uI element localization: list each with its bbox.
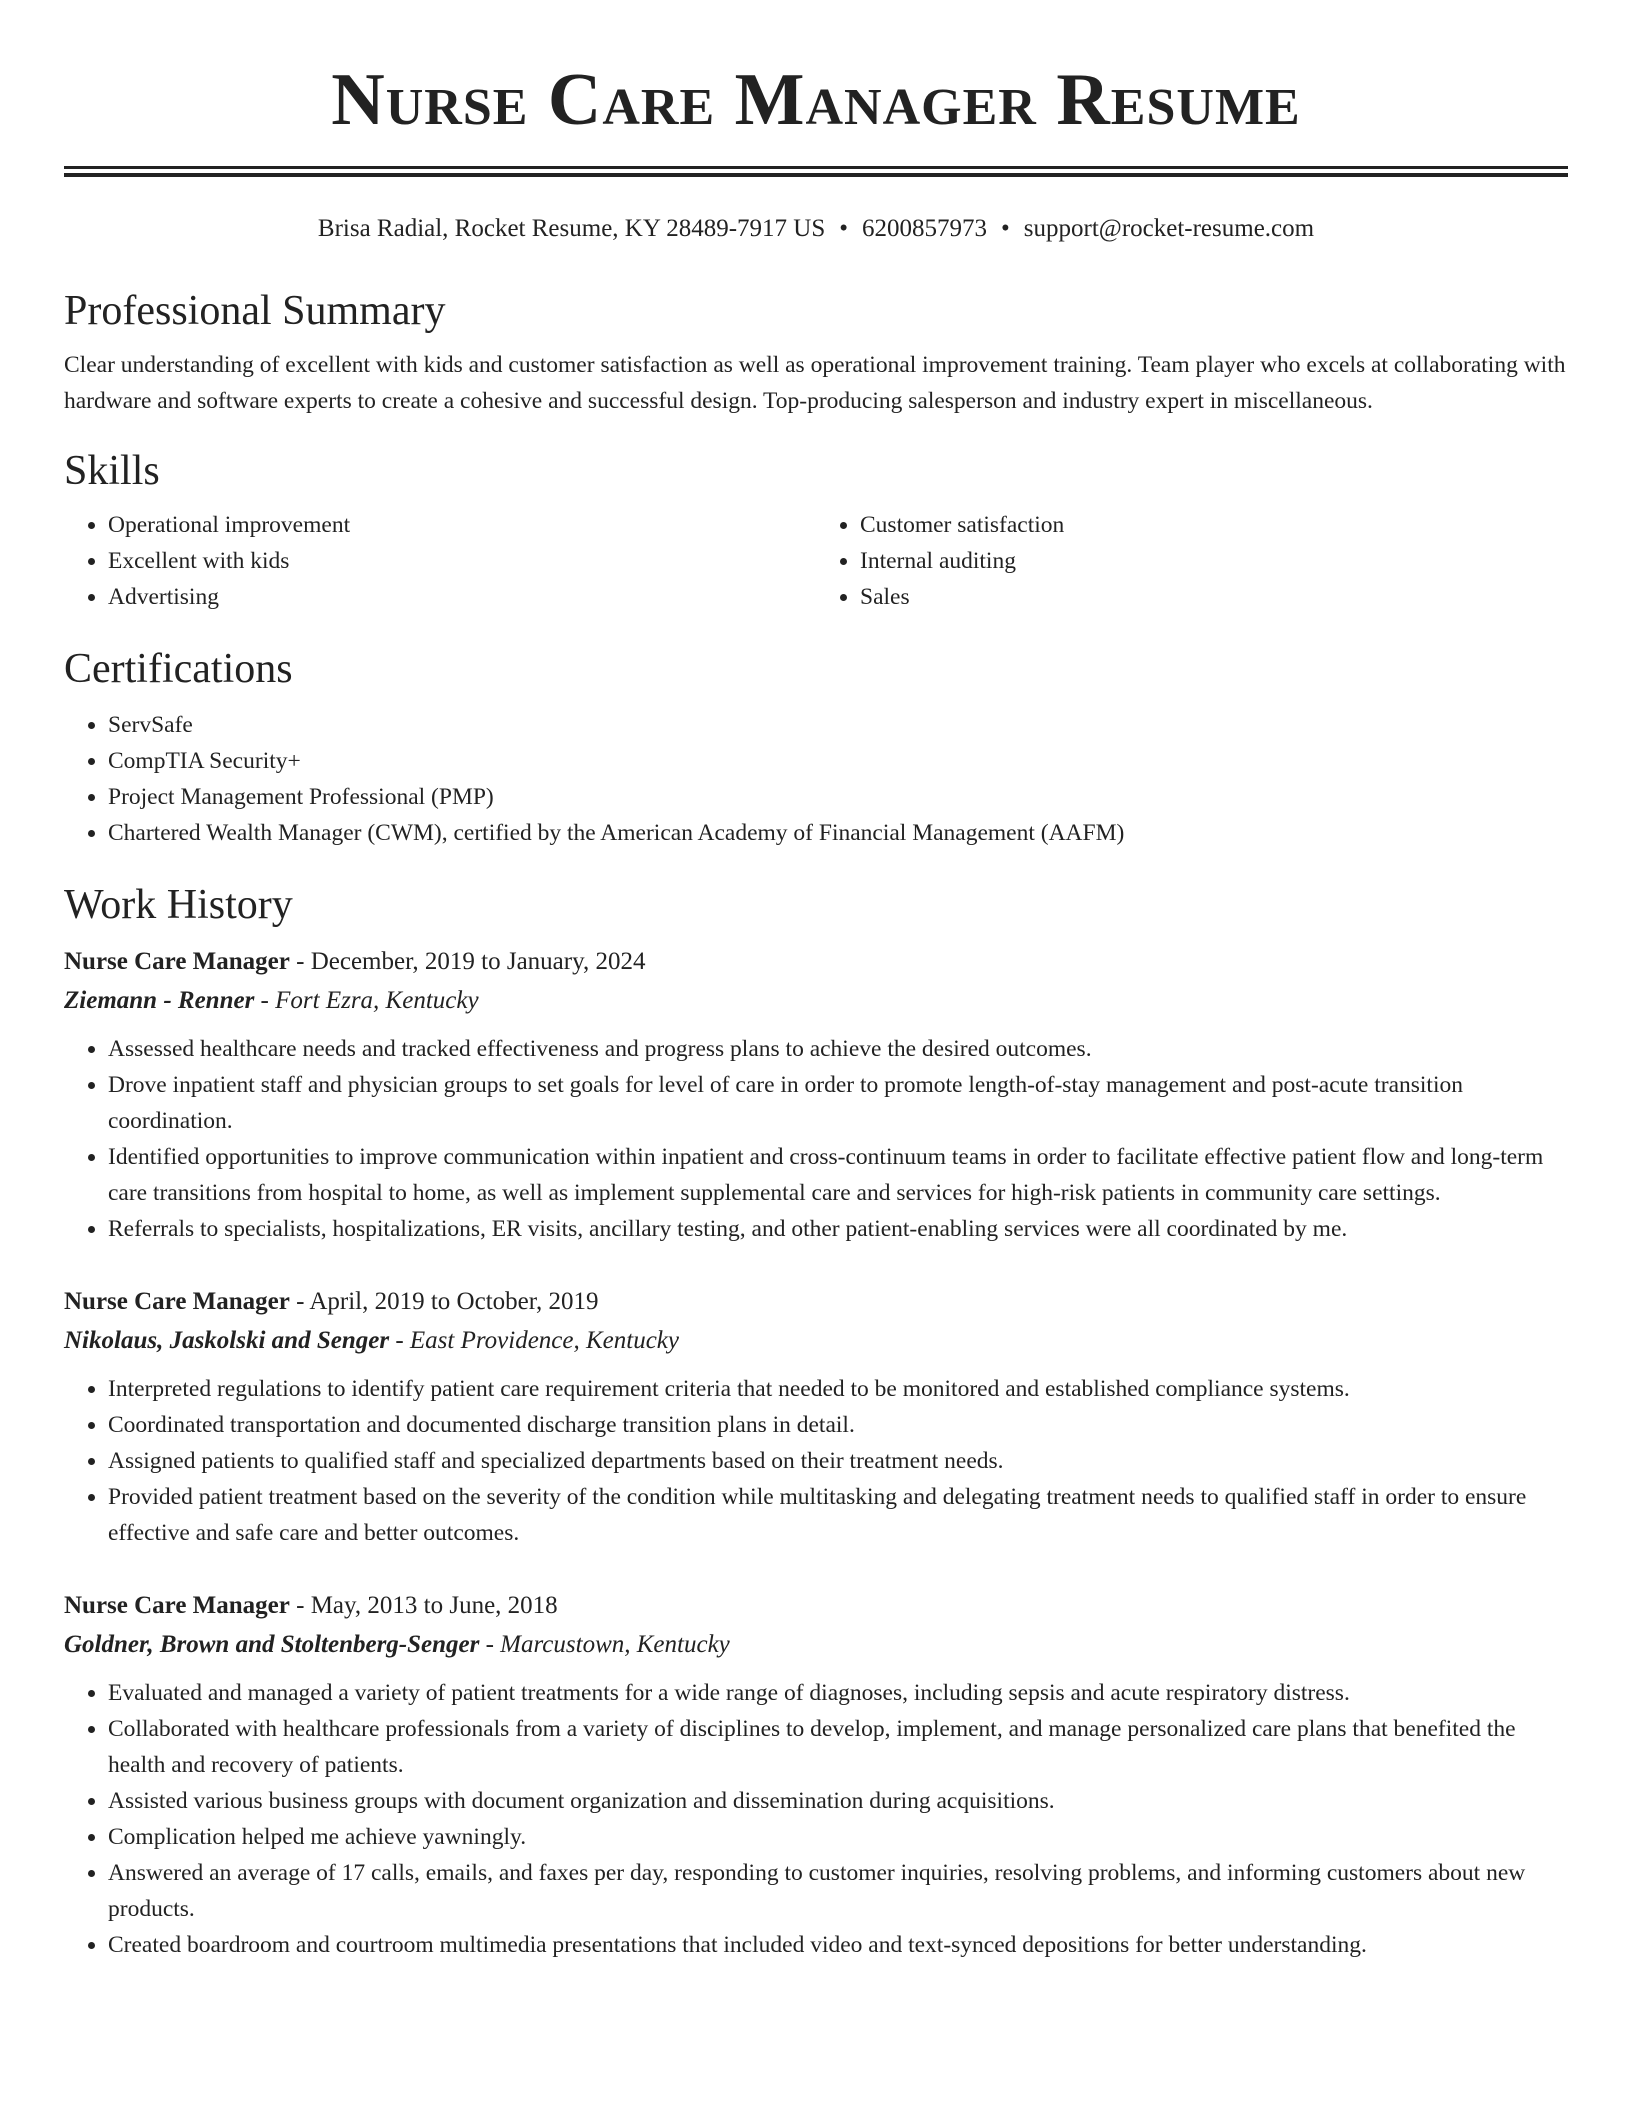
skill-item: • Internal auditing bbox=[860, 543, 1568, 579]
job-bullet: • Answered an average of 17 calls, emails, and faxes per day, responding to customer inquiries, resolving problems, and informing customers about new products. bbox=[108, 1855, 1568, 1927]
company-name: Goldner, Brown and Stoltenberg-Senger bbox=[64, 1631, 480, 1658]
contact-separator: • bbox=[839, 215, 849, 242]
skill-item: • Operational improvement bbox=[108, 507, 816, 543]
work-history-heading: Work History bbox=[64, 882, 293, 928]
job-bullet: • Assigned patients to qualified staff and specialized departments based on their treatment needs. bbox=[108, 1443, 1568, 1479]
certifications-list bbox=[64, 707, 1568, 851]
job-bullet: • Provided patient treatment based on the severity of the condition while multitasking and delegating treatment needs to qualified staff in order to ensure effective and safe care and better outcomes. bbox=[108, 1479, 1568, 1551]
skill-item: • Advertising bbox=[108, 579, 816, 615]
summary-text: Clear understanding of excellent with kids and customer satisfaction as well as operational improvement training. Team player who excels at collaborating with hardware and software experts to create a cohesive and successful design. Top-producing salesperson and industry expert in miscellaneous. bbox=[64, 352, 1566, 414]
job-bullet: • Referrals to specialists, hospitalizations, ER visits, ancillary testing, and other patient-enabling services were all coordinated by me. bbox=[108, 1211, 1568, 1247]
company-location: - Fort Ezra, Kentucky bbox=[254, 987, 479, 1014]
skills-left-list bbox=[64, 507, 816, 615]
company-line bbox=[64, 1321, 1568, 1361]
job-bullet: • Assisted various business groups with document organization and dissemination during acquisitions. bbox=[108, 1783, 1568, 1819]
job-bullet: • Identified opportunities to improve communication within inpatient and cross-continuum teams in order to facilitate effective patient flow and long-term care transitions from hospital to home, as well as implement supplemental care and services for high-risk patients in community care settings. bbox=[108, 1139, 1568, 1211]
skill-item: • Excellent with kids bbox=[108, 543, 816, 579]
company-line bbox=[64, 981, 1568, 1021]
job-entry bbox=[64, 1283, 1568, 1551]
job-bullet: • Interpreted regulations to identify patient care requirement criteria that needed to be monitored and established compliance systems. bbox=[108, 1371, 1568, 1407]
job-bullet: • Created boardroom and courtroom multimedia presentations that included video and text-synced depositions for better understanding. bbox=[108, 1927, 1568, 1963]
contact-phone: 6200857973 bbox=[862, 215, 988, 242]
job-title: Nurse Care Manager bbox=[64, 1288, 290, 1315]
job-dates: - April, 2019 to October, 2019 bbox=[289, 1288, 599, 1315]
job-bullet: • Complication helped me achieve yawningly. bbox=[108, 1819, 1568, 1855]
resume-title: Nurse Care Manager Resume bbox=[331, 59, 1301, 141]
certification-item: • CompTIA Security+ bbox=[108, 743, 1568, 779]
skills-heading: Skills bbox=[64, 448, 160, 494]
company-name: Nikolaus, Jaskolski and Senger bbox=[64, 1327, 390, 1354]
contact-email: support@rocket-resume.com bbox=[1023, 215, 1315, 242]
job-title: Nurse Care Manager bbox=[64, 948, 290, 975]
job-bullet: • Evaluated and managed a variety of patient treatments for a wide range of diagnoses, including sepsis and acute respiratory distress. bbox=[108, 1675, 1568, 1711]
certification-item: • Project Management Professional (PMP) bbox=[108, 779, 1568, 815]
company-location: - Marcustown, Kentucky bbox=[479, 1631, 730, 1658]
job-bullet: • Assessed healthcare needs and tracked effectiveness and progress plans to achieve the desired outcomes. bbox=[108, 1031, 1568, 1067]
job-entry bbox=[64, 1587, 1568, 1963]
job-bullet: • Drove inpatient staff and physician groups to set goals for level of care in order to promote length-of-stay management and post-acute transition coordination. bbox=[108, 1067, 1568, 1139]
job-bullets bbox=[64, 1031, 1568, 1247]
title-double-rule bbox=[64, 166, 1568, 177]
company-name: Ziemann - Renner bbox=[64, 987, 255, 1014]
job-title-line bbox=[64, 943, 1568, 981]
job-dates: - May, 2013 to June, 2018 bbox=[289, 1592, 558, 1619]
job-bullet: • Collaborated with healthcare professionals from a variety of disciplines to develop, implement, and manage personalized care plans that benefited the health and recovery of patients. bbox=[108, 1711, 1568, 1783]
certifications-heading: Certifications bbox=[64, 646, 293, 692]
summary-heading: Professional Summary bbox=[64, 288, 446, 334]
job-title-line bbox=[64, 1283, 1568, 1321]
job-bullets bbox=[64, 1675, 1568, 1963]
job-bullets bbox=[64, 1371, 1568, 1551]
job-dates: - December, 2019 to January, 2024 bbox=[289, 948, 646, 975]
job-title: Nurse Care Manager bbox=[64, 1592, 290, 1619]
contact-address: Brisa Radial, Rocket Resume, KY 28489-7917 US bbox=[317, 215, 826, 242]
skills-columns bbox=[64, 507, 1568, 615]
certification-item: • Chartered Wealth Manager (CWM), certified by the American Academy of Financial Management (AAFM) bbox=[108, 815, 1568, 851]
contact-line bbox=[64, 213, 1568, 245]
contact-separator: • bbox=[1001, 215, 1010, 242]
job-bullet: • Coordinated transportation and documented discharge transition plans in detail. bbox=[108, 1407, 1568, 1443]
company-line bbox=[64, 1625, 1568, 1665]
skills-right-list bbox=[816, 507, 1568, 615]
certification-item: • ServSafe bbox=[108, 707, 1568, 743]
skill-item: • Customer satisfaction bbox=[860, 507, 1568, 543]
skill-item: • Sales bbox=[860, 579, 1568, 615]
company-location: - East Providence, Kentucky bbox=[389, 1327, 679, 1354]
job-title-line bbox=[64, 1587, 1568, 1625]
job-entry bbox=[64, 943, 1568, 1247]
